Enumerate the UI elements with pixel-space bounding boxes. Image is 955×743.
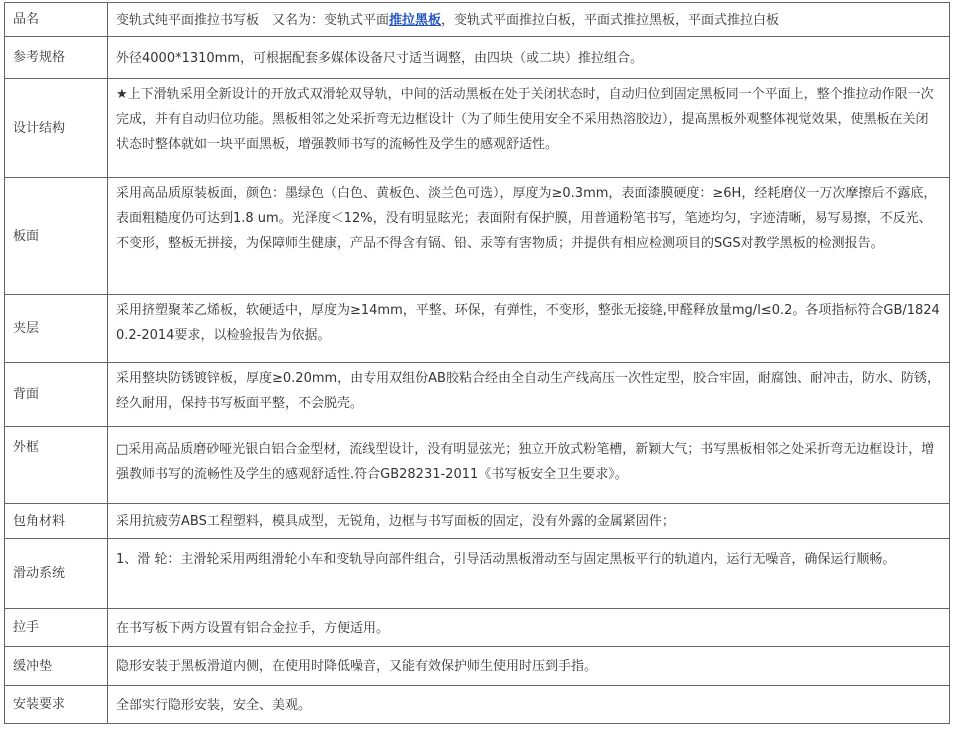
text-segment: ，变轨式平面推拉白板，平面式推拉黑板，平面式推拉白板 xyxy=(441,12,780,28)
row-content: 在书写板下两方设置有铝合金拉手，方便适用。 xyxy=(108,609,950,647)
table-row xyxy=(5,427,950,504)
table-row xyxy=(5,609,950,647)
row-label: 包角材料 xyxy=(5,504,108,539)
table-row xyxy=(5,79,950,178)
row-label: 板面 xyxy=(5,178,108,295)
table-row xyxy=(5,504,950,539)
row-label: 拉手 xyxy=(5,609,108,647)
row-content: 采用抗疲劳ABS工程塑料，模具成型，无锐角，边框与书写面板的固定，没有外露的金属紧固件； xyxy=(108,504,950,539)
row-label: 参考规格 xyxy=(5,37,108,79)
row-content: 隐形安装于黑板滑道内侧，在使用时降低噪音，又能有效保护师生使用时压到手指。 xyxy=(108,647,950,686)
table-row xyxy=(5,3,950,37)
row-content: ★上下滑轨采用全新设计的开放式双滑轮双导轨，中间的活动黑板在处于关闭状态时，自动归位到固定黑板同一个平面上，整个推拉动作限一次完成，并有自动归位功能。黑板相邻之处采折弯无边框设计（为了师生使用安全不采用热溶胶边），提高黑板外观整体视觉效果，使黑板在关闭状态时整体就如一块平面黑板，增强教师书写的流畅性及学生的感观舒适性。 xyxy=(108,79,950,178)
text-segment: 变轨式纯平面推拉书写板 又名为：变轨式平面 xyxy=(116,12,390,28)
row-label: 品名 xyxy=(5,3,108,37)
row-label: 外框 xyxy=(5,427,108,504)
table-row xyxy=(5,178,950,295)
row-content: □采用高品质磨砂哑光银白铝合金型材，流线型设计，没有明显弦光；独立开放式粉笔槽，新颖大气；书写黑板相邻之处采折弯无边框设计，增强教师书写的流畅性及学生的感观舒适性.符合GB28231-2011《书写板安全卫生要求》。 xyxy=(108,427,950,504)
spec-table xyxy=(4,2,950,724)
row-content: 采用整块防锈镀锌板，厚度≥0.20mm，由专用双组份AB胶粘合经由全自动生产线高压一次性定型，胶合牢固，耐腐蚀、耐冲击，防水、防锈，经久耐用，保持书写板面平整，不会脱壳。 xyxy=(108,363,950,427)
row-label: 缓冲垫 xyxy=(5,647,108,686)
row-content: 1、滑 轮：主滑轮采用两组滑轮小车和变轨导向部件组合，引导活动黑板滑动至与固定黑板平行的轨道内，运行无噪音，确保运行顺畅。 xyxy=(108,539,950,609)
table-row xyxy=(5,37,950,79)
table-row xyxy=(5,686,950,724)
row-content: 外径4000*1310mm，可根据配套多媒体设备尺寸适当调整，由四块（或二块）推拉组合。 xyxy=(108,37,950,79)
keyword-link[interactable]: 推拉黑板 xyxy=(389,12,442,28)
row-content: 全部实行隐形安装，安全、美观。 xyxy=(108,686,950,724)
table-row xyxy=(5,295,950,363)
table-row xyxy=(5,363,950,427)
table-row xyxy=(5,539,950,609)
row-content: 采用高品质原装板面，颜色：墨绿色（白色、黄板色、淡兰色可选），厚度为≥0.3mm，表面漆膜硬度：≥6H，经耗磨仪一万次摩擦后不露底，表面粗糙度仍可达到1.8 um。光泽度＜12%，没有明显眩光；表面附有保护膜，用普通粉笔书写，笔迹均匀，字迹清晰，易写易擦，不反光、不变形，整板无拼接，为保障师生健康，产品不得含有镉、铅、汞等有害物质；并提供有相应检测项目的SGS对教学黑板的检测报告。 xyxy=(108,178,950,295)
row-content: 采用挤塑聚苯乙烯板，软硬适中，厚度为≥14mm，平整、环保，有弹性，不变形，整张无接缝,甲醛释放量mg/l≤0.2。各项指标符合GB/18240.2-2014要求，以检验报告为依据。 xyxy=(108,295,950,363)
row-label: 滑动系统 xyxy=(5,539,108,609)
table-row xyxy=(5,647,950,686)
row-label: 设计结构 xyxy=(5,79,108,178)
row-label: 夹层 xyxy=(5,295,108,363)
row-label: 安装要求 xyxy=(5,686,108,724)
row-content xyxy=(108,3,950,37)
row-label: 背面 xyxy=(5,363,108,427)
